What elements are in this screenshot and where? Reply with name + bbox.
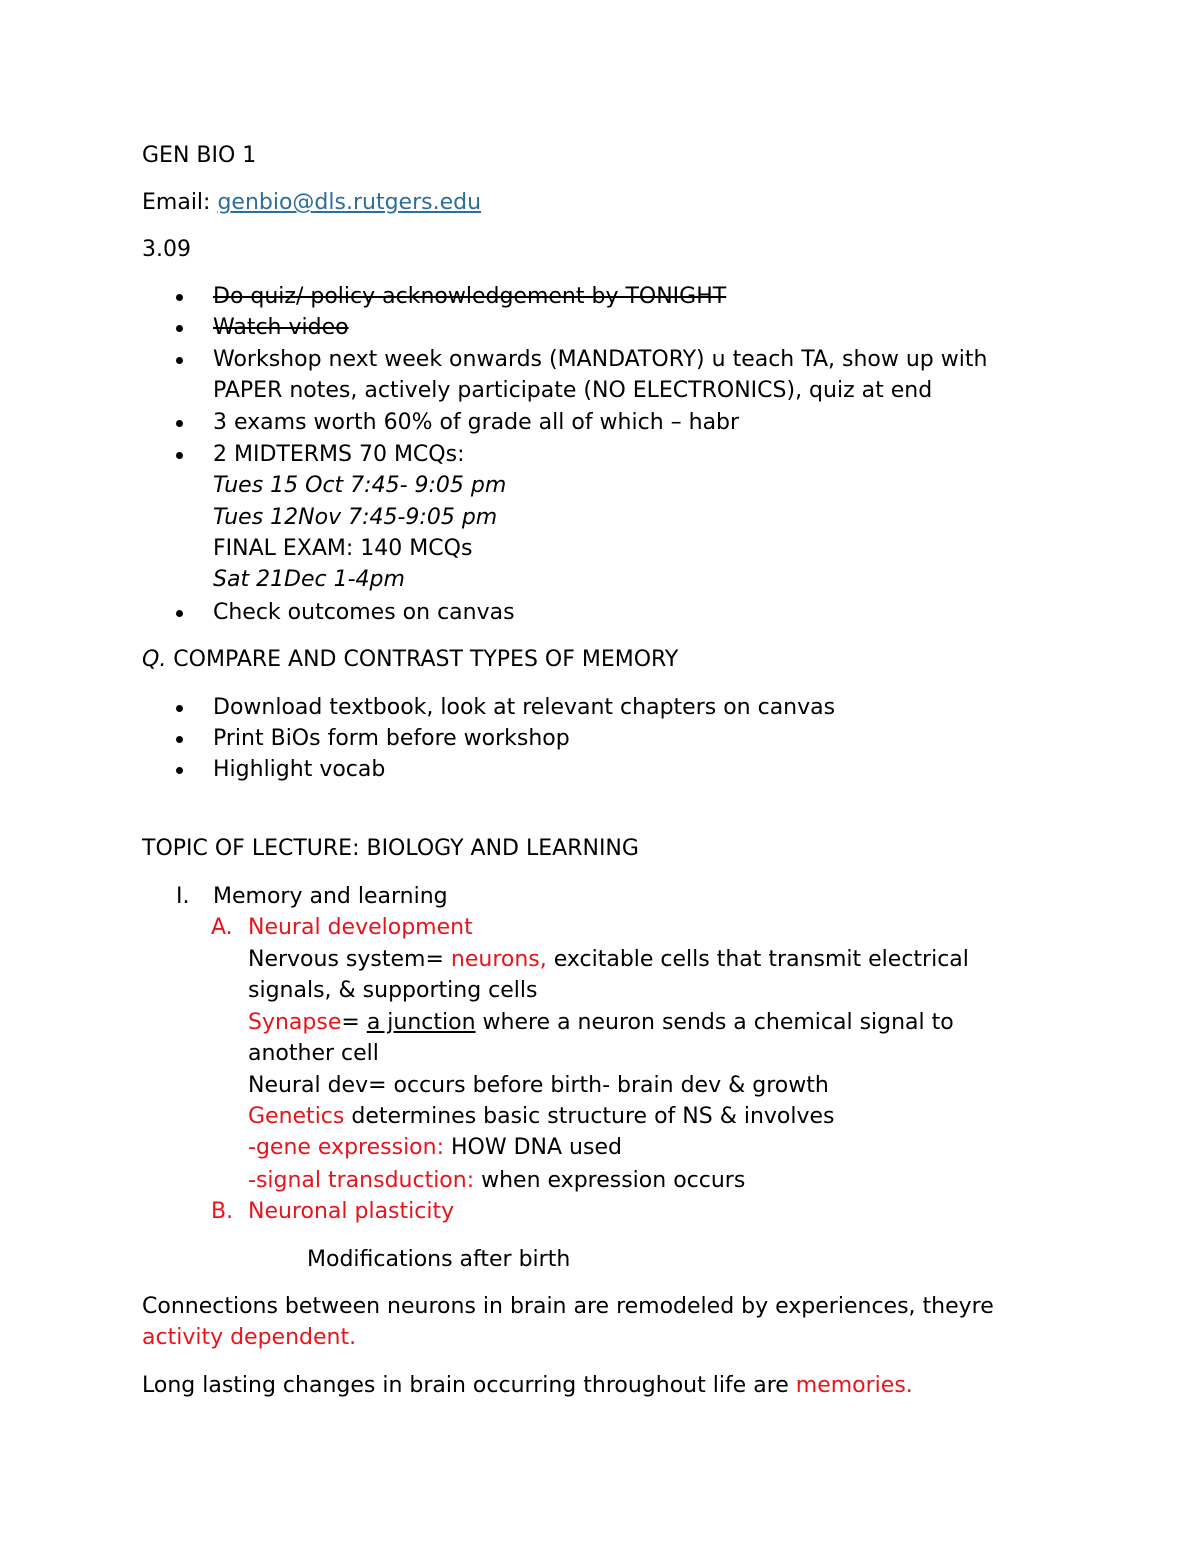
subsection-title: Neural development [248,915,473,940]
list-item: 3 exams worth 60% of grade all of which – habr [213,410,740,435]
bullet-dot [176,325,183,332]
term-synapse: Synapse [248,1010,342,1035]
term-signal-transduction: -signal transduction: [248,1168,475,1193]
term-memories: memories. [795,1373,913,1398]
note-line [248,945,969,975]
list-item: Check outcomes on canvas [213,600,515,625]
term-activity-dependent: activity dependent. [142,1325,357,1350]
paragraph-text: Long lasting changes in brain occurring throughout life are [142,1373,796,1398]
list-item: 2 MIDTERMS 70 MCQs: [213,442,465,467]
list-item-continued: PAPER notes, actively participate (NO ELECTRONICS), quiz at end [213,378,933,403]
exam-date: Tues 15 Oct 7:45- 9:05 pm [213,473,507,498]
note-line: Modifications after birth [307,1247,571,1272]
list-item: Do quiz/ policy acknowledgement by TONIGHT [213,284,727,309]
bullet-dot [176,294,183,301]
subsection-number: A. [211,915,233,940]
list-item: Workshop next week onwards (MANDATORY) u teach TA, show up with [213,347,988,372]
note-line [248,1102,835,1132]
question-text: COMPARE AND CONTRAST TYPES OF MEMORY [166,647,679,672]
bullet-dot [176,767,183,774]
list-item: Highlight vocab [213,757,386,782]
note-line [248,1133,622,1163]
bullet-dot [176,452,183,459]
question-prefix: Q. [142,647,167,672]
bullet-dot [176,357,183,364]
note-line [248,1008,954,1038]
note-text: Nervous system= [248,947,451,972]
section-title: Memory and learning [213,884,448,909]
date-line: 3.09 [142,237,191,262]
subsection-number: B. [211,1199,234,1224]
section-number: I. [176,884,190,909]
term-gene-expression: -gene expression: [248,1135,444,1160]
note-text: determines basic structure of NS & involves [344,1104,835,1129]
exam-date: Sat 21Dec 1-4pm [213,567,405,592]
paragraph-line [142,1371,913,1401]
list-item: Download textbook, look at relevant chapters on canvas [213,695,836,720]
term-neurons: neurons, [450,947,547,972]
note-line: another cell [248,1041,379,1066]
list-item: Watch video [213,315,349,340]
email-line [142,188,481,218]
note-line [248,1166,745,1196]
note-text: when expression occurs [474,1168,746,1193]
bullet-dot [176,705,183,712]
note-text: excitable cells that transmit electrical [546,947,969,972]
email-link[interactable]: genbio@dls.rutgers.edu [217,190,482,215]
note-line: signals, & supporting cells [248,978,538,1003]
final-exam: FINAL EXAM: 140 MCQs [213,536,473,561]
bullet-dot [176,610,183,617]
note-text: = [341,1010,367,1035]
doc-title: GEN BIO 1 [142,143,257,168]
exam-date: Tues 12Nov 7:45-9:05 pm [213,505,498,530]
note-line: Neural dev= occurs before birth- brain dev & growth [248,1073,829,1098]
underlined-term: a junction [366,1010,476,1035]
bullet-dot [176,420,183,427]
lecture-topic: TOPIC OF LECTURE: BIOLOGY AND LEARNING [142,836,639,861]
paragraph-line: Connections between neurons in brain are remodeled by experiences, theyre [142,1294,994,1319]
list-item: Print BiOs form before workshop [213,726,570,751]
question-line [142,645,678,675]
subsection-title: Neuronal plasticity [248,1199,455,1224]
note-text: HOW DNA used [444,1135,622,1160]
term-genetics: Genetics [248,1104,345,1129]
email-label: Email: [142,190,218,215]
note-text: where a neuron sends a chemical signal to [475,1010,954,1035]
bullet-dot [176,736,183,743]
